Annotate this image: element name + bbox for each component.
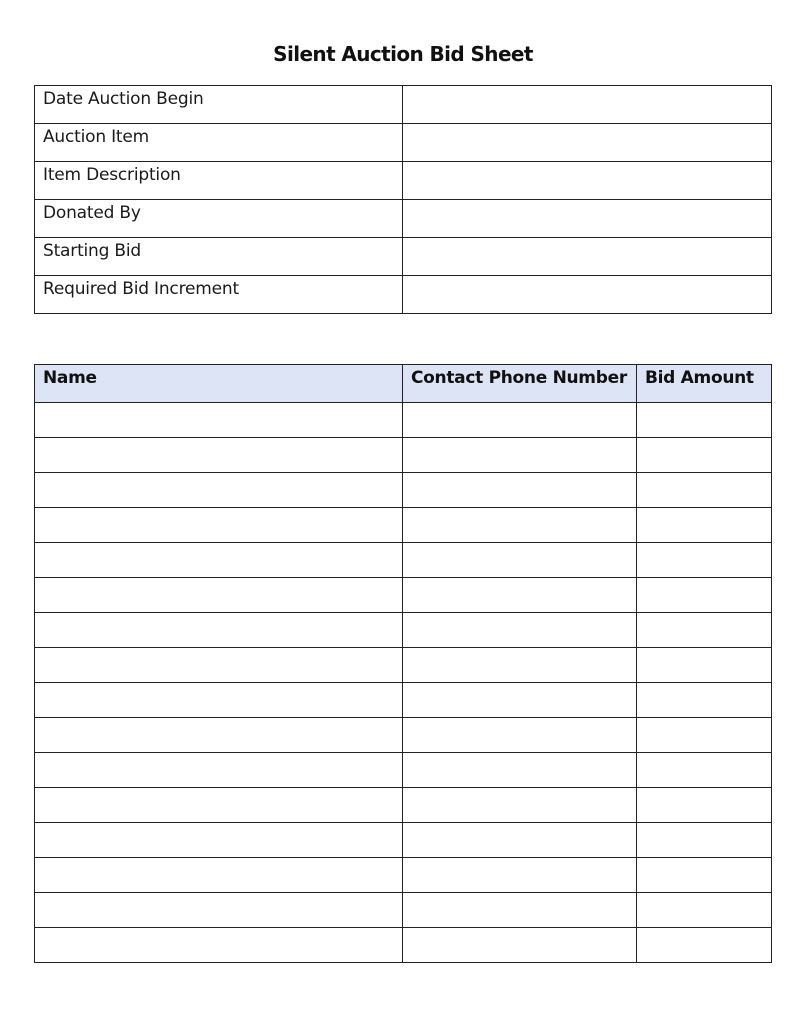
bid-row bbox=[35, 613, 772, 648]
item-info-row bbox=[35, 200, 772, 238]
bid-phone-cell[interactable] bbox=[403, 893, 637, 928]
bid-row bbox=[35, 718, 772, 753]
item-info-label: Required Bid Increment bbox=[35, 276, 403, 314]
bid-amount-cell[interactable] bbox=[637, 788, 772, 823]
item-info-value-field[interactable] bbox=[403, 162, 772, 200]
bid-phone-cell[interactable] bbox=[403, 403, 637, 438]
bid-row bbox=[35, 543, 772, 578]
bid-amount-cell[interactable] bbox=[637, 928, 772, 963]
bid-row bbox=[35, 648, 772, 683]
bid-row bbox=[35, 928, 772, 963]
bid-phone-cell[interactable] bbox=[403, 928, 637, 963]
header-bid-amount: Bid Amount bbox=[637, 365, 772, 403]
bid-name-cell[interactable] bbox=[35, 543, 403, 578]
item-info-label: Auction Item bbox=[35, 124, 403, 162]
bid-row bbox=[35, 403, 772, 438]
item-info-row bbox=[35, 276, 772, 314]
header-contact-phone: Contact Phone Number bbox=[403, 365, 637, 403]
bid-name-cell[interactable] bbox=[35, 753, 403, 788]
bid-row bbox=[35, 753, 772, 788]
bid-amount-cell[interactable] bbox=[637, 438, 772, 473]
bid-phone-cell[interactable] bbox=[403, 438, 637, 473]
bid-phone-cell[interactable] bbox=[403, 613, 637, 648]
bid-name-cell[interactable] bbox=[35, 858, 403, 893]
bid-name-cell[interactable] bbox=[35, 823, 403, 858]
bid-amount-cell[interactable] bbox=[637, 858, 772, 893]
bid-phone-cell[interactable] bbox=[403, 788, 637, 823]
bid-name-cell[interactable] bbox=[35, 403, 403, 438]
bid-phone-cell[interactable] bbox=[403, 753, 637, 788]
item-info-label: Donated By bbox=[35, 200, 403, 238]
bid-row bbox=[35, 508, 772, 543]
bid-amount-cell[interactable] bbox=[637, 823, 772, 858]
bid-row bbox=[35, 823, 772, 858]
bid-name-cell[interactable] bbox=[35, 683, 403, 718]
bid-phone-cell[interactable] bbox=[403, 473, 637, 508]
bid-name-cell[interactable] bbox=[35, 473, 403, 508]
bid-amount-cell[interactable] bbox=[637, 403, 772, 438]
bid-name-cell[interactable] bbox=[35, 648, 403, 683]
bid-phone-cell[interactable] bbox=[403, 858, 637, 893]
bid-name-cell[interactable] bbox=[35, 578, 403, 613]
bid-phone-cell[interactable] bbox=[403, 543, 637, 578]
bid-name-cell[interactable] bbox=[35, 613, 403, 648]
bid-phone-cell[interactable] bbox=[403, 683, 637, 718]
item-info-row bbox=[35, 162, 772, 200]
bid-row bbox=[35, 893, 772, 928]
bid-phone-cell[interactable] bbox=[403, 578, 637, 613]
bid-table-header-row bbox=[35, 365, 772, 403]
document-title: Silent Auction Bid Sheet bbox=[273, 42, 533, 66]
bid-amount-cell[interactable] bbox=[637, 648, 772, 683]
item-info-table bbox=[34, 85, 772, 314]
item-info-row bbox=[35, 86, 772, 124]
item-info-value-field[interactable] bbox=[403, 238, 772, 276]
bid-name-cell[interactable] bbox=[35, 928, 403, 963]
bid-amount-cell[interactable] bbox=[637, 473, 772, 508]
bid-row bbox=[35, 578, 772, 613]
bid-amount-cell[interactable] bbox=[637, 508, 772, 543]
bid-amount-cell[interactable] bbox=[637, 613, 772, 648]
bid-name-cell[interactable] bbox=[35, 508, 403, 543]
bid-row bbox=[35, 473, 772, 508]
bid-row bbox=[35, 438, 772, 473]
bid-amount-cell[interactable] bbox=[637, 578, 772, 613]
item-info-row bbox=[35, 238, 772, 276]
header-name: Name bbox=[35, 365, 403, 403]
bid-name-cell[interactable] bbox=[35, 718, 403, 753]
bid-phone-cell[interactable] bbox=[403, 823, 637, 858]
bid-name-cell[interactable] bbox=[35, 788, 403, 823]
item-info-label: Item Description bbox=[35, 162, 403, 200]
bid-row bbox=[35, 788, 772, 823]
bid-phone-cell[interactable] bbox=[403, 648, 637, 683]
item-info-value-field[interactable] bbox=[403, 124, 772, 162]
bid-table bbox=[34, 364, 772, 963]
bid-amount-cell[interactable] bbox=[637, 683, 772, 718]
bid-name-cell[interactable] bbox=[35, 893, 403, 928]
bid-amount-cell[interactable] bbox=[637, 753, 772, 788]
item-info-label: Starting Bid bbox=[35, 238, 403, 276]
bid-phone-cell[interactable] bbox=[403, 718, 637, 753]
bid-amount-cell[interactable] bbox=[637, 718, 772, 753]
bid-amount-cell[interactable] bbox=[637, 543, 772, 578]
bid-phone-cell[interactable] bbox=[403, 508, 637, 543]
item-info-row bbox=[35, 124, 772, 162]
bid-amount-cell[interactable] bbox=[637, 893, 772, 928]
bid-row bbox=[35, 683, 772, 718]
item-info-value-field[interactable] bbox=[403, 276, 772, 314]
item-info-value-field[interactable] bbox=[403, 86, 772, 124]
item-info-value-field[interactable] bbox=[403, 200, 772, 238]
item-info-label: Date Auction Begin bbox=[35, 86, 403, 124]
bid-name-cell[interactable] bbox=[35, 438, 403, 473]
bid-row bbox=[35, 858, 772, 893]
